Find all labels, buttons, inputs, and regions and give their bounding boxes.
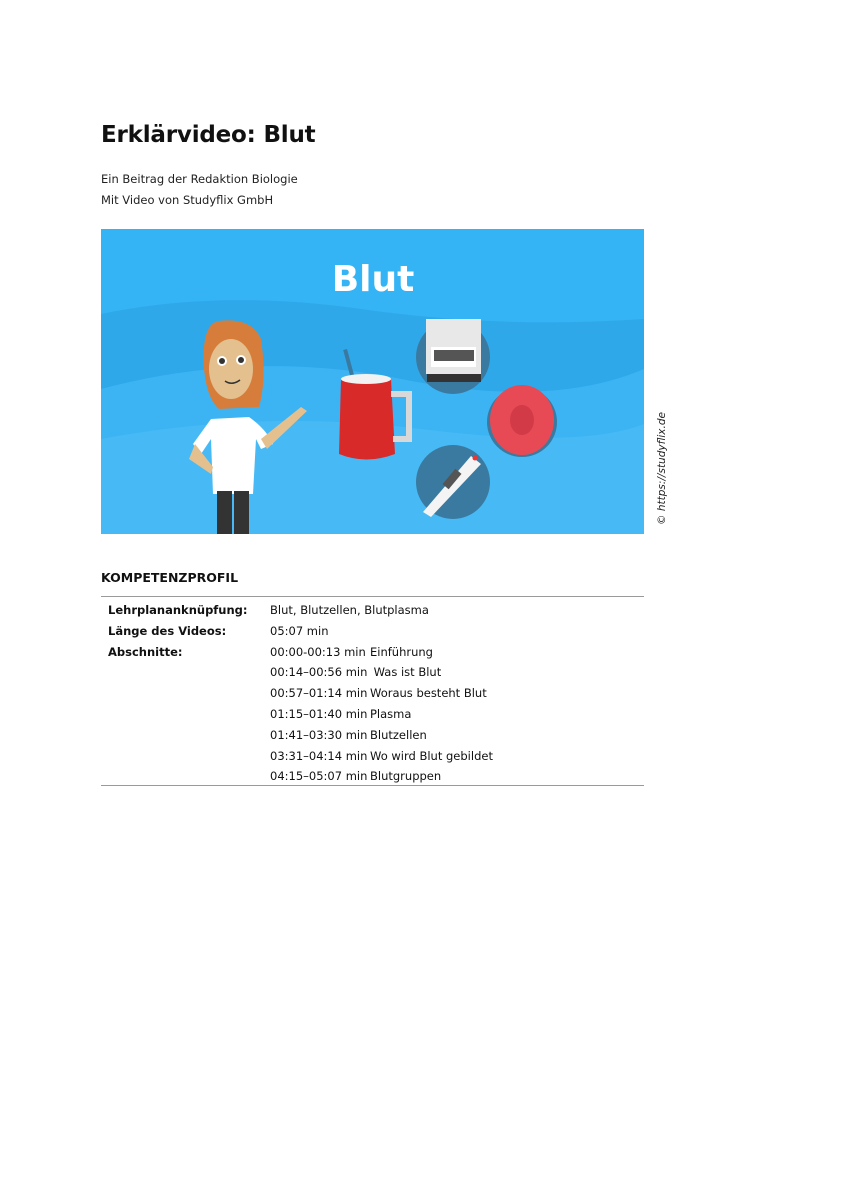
- page-title: Erklärvideo: Blut: [101, 122, 316, 148]
- section-time: 01:15–01:40 min: [270, 706, 368, 721]
- video-provider-credit: Mit Video von Studyflix GmbH: [101, 193, 274, 207]
- curriculum-label: Lehrplananknüpfung:: [108, 603, 248, 617]
- length-label: Länge des Videos:: [108, 624, 227, 638]
- hero-title: Blut: [331, 259, 415, 300]
- section-title: Was ist Blut: [370, 665, 442, 680]
- section-time: 00:14–00:56 min: [270, 665, 368, 680]
- table-top-divider: [101, 596, 644, 597]
- table-bottom-divider: [101, 785, 644, 786]
- section-row: [270, 768, 493, 789]
- section-time: 00:57–01:14 min: [270, 686, 368, 701]
- editorial-credit: Ein Beitrag der Redaktion Biologie: [101, 172, 298, 186]
- section-time: 03:31–04:14 min: [270, 748, 368, 763]
- section-heading-competence: KOMPETENZPROFIL: [101, 570, 239, 585]
- image-copyright: © https://studyflix.de: [656, 412, 668, 525]
- section-time: 00:00-00:13 min: [270, 644, 366, 659]
- section-row: [270, 706, 493, 727]
- section-title: Wo wird Blut gebildet: [370, 748, 493, 763]
- competence-values: [270, 602, 493, 789]
- section-row: [270, 664, 493, 685]
- section-row: [270, 748, 493, 769]
- section-row: [270, 685, 493, 706]
- section-title: Blutzellen: [370, 727, 427, 742]
- curriculum-value: Blut, Blutzellen, Blutplasma: [270, 603, 429, 617]
- section-time: 01:41–03:30 min: [270, 727, 368, 742]
- length-value: 05:07 min: [270, 623, 329, 638]
- section-title: Einführung: [370, 644, 433, 659]
- section-time: 04:15–05:07 min: [270, 769, 368, 784]
- section-title: Plasma: [370, 706, 412, 721]
- section-row: [270, 644, 493, 665]
- section-title: Woraus besteht Blut: [370, 686, 487, 701]
- blood-illustration: [101, 229, 644, 534]
- section-row: [270, 727, 493, 748]
- competence-labels: [108, 602, 248, 665]
- sections-label: Abschnitte:: [108, 645, 183, 659]
- section-title: Blutgruppen: [370, 769, 442, 784]
- video-thumbnail[interactable]: [101, 229, 644, 534]
